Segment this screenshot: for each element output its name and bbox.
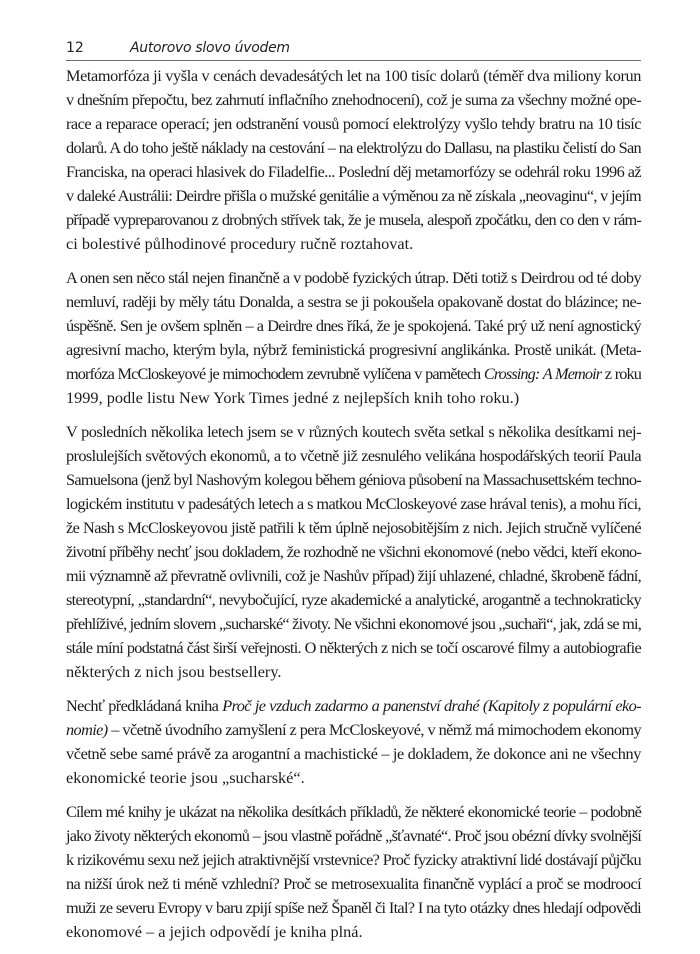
text-line	[66, 136, 641, 160]
text-line	[66, 636, 641, 660]
text-line	[66, 184, 641, 208]
text-run: k rizikovému sexu než jejich atraktivnější vrstevnice? Proč fyzicky atraktivní lidé dostávají půjčku	[66, 850, 641, 869]
text-run: Metamorfóza ji vyšla v cenách devadesátých let na 100 tisíc dolarů (téměř dva miliony korun	[66, 66, 641, 85]
text-line	[66, 872, 641, 896]
text-run: proslulejších světových ekonomů, a to včetně již zesnulého velikána hospodářských teorií Paula	[66, 446, 641, 465]
text-line	[66, 800, 641, 824]
paragraph	[66, 266, 641, 410]
text-line	[66, 386, 641, 410]
text-run: agresivní macho, kterým byla, nýbrž feministická progresivní anglikánka. Prostě unikát. (Meta-	[66, 340, 641, 359]
italic-text-run: Proč je vzduch zadarmo a panenství drahé (Kapitoly z populární eko-	[222, 696, 641, 715]
italic-text-run: nomie)	[66, 720, 108, 739]
text-run: úspěšně. Sen je ovšem splněn – a Deirdre dnes říká, že je spokojená. Také prý už není agnostický	[66, 316, 641, 335]
text-line	[66, 920, 641, 944]
paragraph	[66, 694, 641, 790]
text-run: v daleké Austrálii: Deirdre přišla o mužské genitálie a výměnou za ně získala „neovaginu“, v jejím	[66, 186, 641, 205]
text-line	[66, 362, 641, 386]
text-run: v dnešním přepočtu, bez zahrnutí inflačního znehodnocení), což je suma za všechny možné ope-	[66, 90, 641, 109]
text-run: A onen sen něco stál nejen finančně a v podobě fyzických útrap. Děti totiž s Deirdrou od té doby	[66, 268, 641, 287]
text-run: race a reparace operací; jen odstranění vousů pomocí elektrolýzy vyšlo tehdy bratru na 10 tisíc	[66, 114, 641, 133]
running-header	[66, 36, 641, 61]
text-line	[66, 564, 641, 588]
text-run: nemluví, raději by měly tátu Donalda, a sestra se ji pokoušela opakovaně dostat do blázince; ne-	[66, 292, 641, 311]
text-line	[66, 208, 641, 232]
text-line	[66, 824, 641, 848]
text-line	[66, 444, 641, 468]
text-run: případě vypreparovanou z drobných střívek tak, že je musela, alespoň zpočátku, den co den v rám-	[66, 210, 641, 229]
text-run: mii významně až převratně ovlivnili, což je Nashův případ) žijí uhlazené, chladné, škrobeně fádní,	[66, 566, 641, 585]
text-run: morfóza McCloskeyové je mimochodem zevrubně vylíčena v pamětech	[66, 364, 484, 383]
text-run: že Nash s McCloskeyovou jistě patřili k těm úplně nejosobitějším z nich. Jejich stručně vylíčené	[66, 518, 641, 537]
text-line	[66, 420, 641, 444]
text-run: životní příběhy nechť jsou dokladem, že rozhodně ne všichni ekonomové (nebo vědci, kteří ekono-	[66, 542, 641, 561]
paragraph	[66, 800, 641, 944]
text-line	[66, 612, 641, 636]
page-number: 12	[66, 40, 84, 56]
text-run: – včetně úvodního zamyšlení z pera McCloskeyové, v němž má mimochodem ekonomy	[107, 720, 641, 739]
text-line	[66, 492, 641, 516]
text-run: muži ze severu Evropy v baru zpijí spíše než Španěl či Ital? I na tyto otázky dnes hledají odpovědi	[66, 898, 641, 917]
text-line	[66, 540, 641, 564]
text-run: Nechť předkládaná kniha	[66, 696, 223, 715]
text-line	[66, 338, 641, 362]
text-run: V posledních několika letech jsem se v různých koutech světa setkal s několika desítkami nej-	[66, 422, 641, 441]
text-line	[66, 516, 641, 540]
text-line	[66, 468, 641, 492]
text-run: přehlíživé, jedním slovem „sucharské“ životy. Ne všichni ekonomové jsou „suchaři“, jak, zdá se mi,	[66, 614, 641, 633]
text-run: Cílem mé knihy je ukázat na několika desítkách příkladů, že některé ekonomické teorie – podobně	[66, 802, 641, 821]
text-line	[66, 112, 641, 136]
text-line	[66, 64, 641, 88]
text-run: dolarů. A do toho ještě náklady na cestování – na elektrolýzu do Dallasu, na plastiku čelistí do San	[66, 138, 641, 157]
text-line	[66, 848, 641, 872]
text-run: včetně sebe samé právě za arogantní a machistické – je dokladem, že dokonce ani ne všechny	[66, 744, 641, 763]
chapter-title: Autorovo slovo úvodem	[130, 40, 290, 56]
italic-text-run: Crossing: A Memoir	[483, 364, 602, 383]
text-line	[66, 742, 641, 766]
body-text	[66, 64, 641, 954]
text-line	[66, 160, 641, 184]
text-run: stereotypní, „standardní“, nevybočující, ryze akademické a analytické, arogantně a technokraticky	[66, 590, 641, 609]
text-line	[66, 694, 641, 718]
text-line	[66, 896, 641, 920]
text-run: ekonomické teorie jsou „sucharské“.	[66, 768, 305, 787]
text-run: 1999, podle listu New York Times jedné z nejlepších knih toho roku.)	[66, 388, 520, 407]
text-run: z roku	[601, 364, 641, 383]
text-line	[66, 266, 641, 290]
text-line	[66, 314, 641, 338]
text-line	[66, 718, 641, 742]
text-run: ekonomové – a jejich odpovědí je kniha plná.	[66, 922, 363, 941]
text-run: Samuelsona (jenž byl Nashovým kolegou během géniova působení na Massachusettském techno-	[66, 470, 641, 489]
text-run: stále míní podstatná část širší veřejnosti. O některých z nich se točí oscarové filmy a autobiografie	[66, 638, 641, 657]
text-line	[66, 766, 641, 790]
text-run: jako životy některých ekonomů – jsou vlastně pořádně „šťavnaté“. Proč jsou obézní dívky svolnější	[66, 826, 641, 845]
paragraph	[66, 420, 641, 684]
text-run: Franciska, na operaci hlasivek do Filadelfie... Poslední děj metamorfózy se odehrál roku 1996 až	[66, 162, 641, 181]
text-line	[66, 232, 641, 256]
text-run: logickém institutu v padesátých letech a s matkou McCloskeyové zase hrával tenis), a mohu říci,	[66, 494, 641, 513]
text-run: ci bolestivé půlhodinové procedury ručně roztahovat.	[66, 234, 414, 253]
text-line	[66, 88, 641, 112]
text-line	[66, 588, 641, 612]
text-run: na nižší úrok než ti méně vzhlední? Proč se metrosexualita finančně vyplácí a proč se modroocí	[66, 874, 641, 893]
text-line	[66, 660, 641, 684]
text-run: některých z nich jsou bestsellery.	[66, 662, 282, 681]
text-line	[66, 290, 641, 314]
paragraph	[66, 64, 641, 256]
